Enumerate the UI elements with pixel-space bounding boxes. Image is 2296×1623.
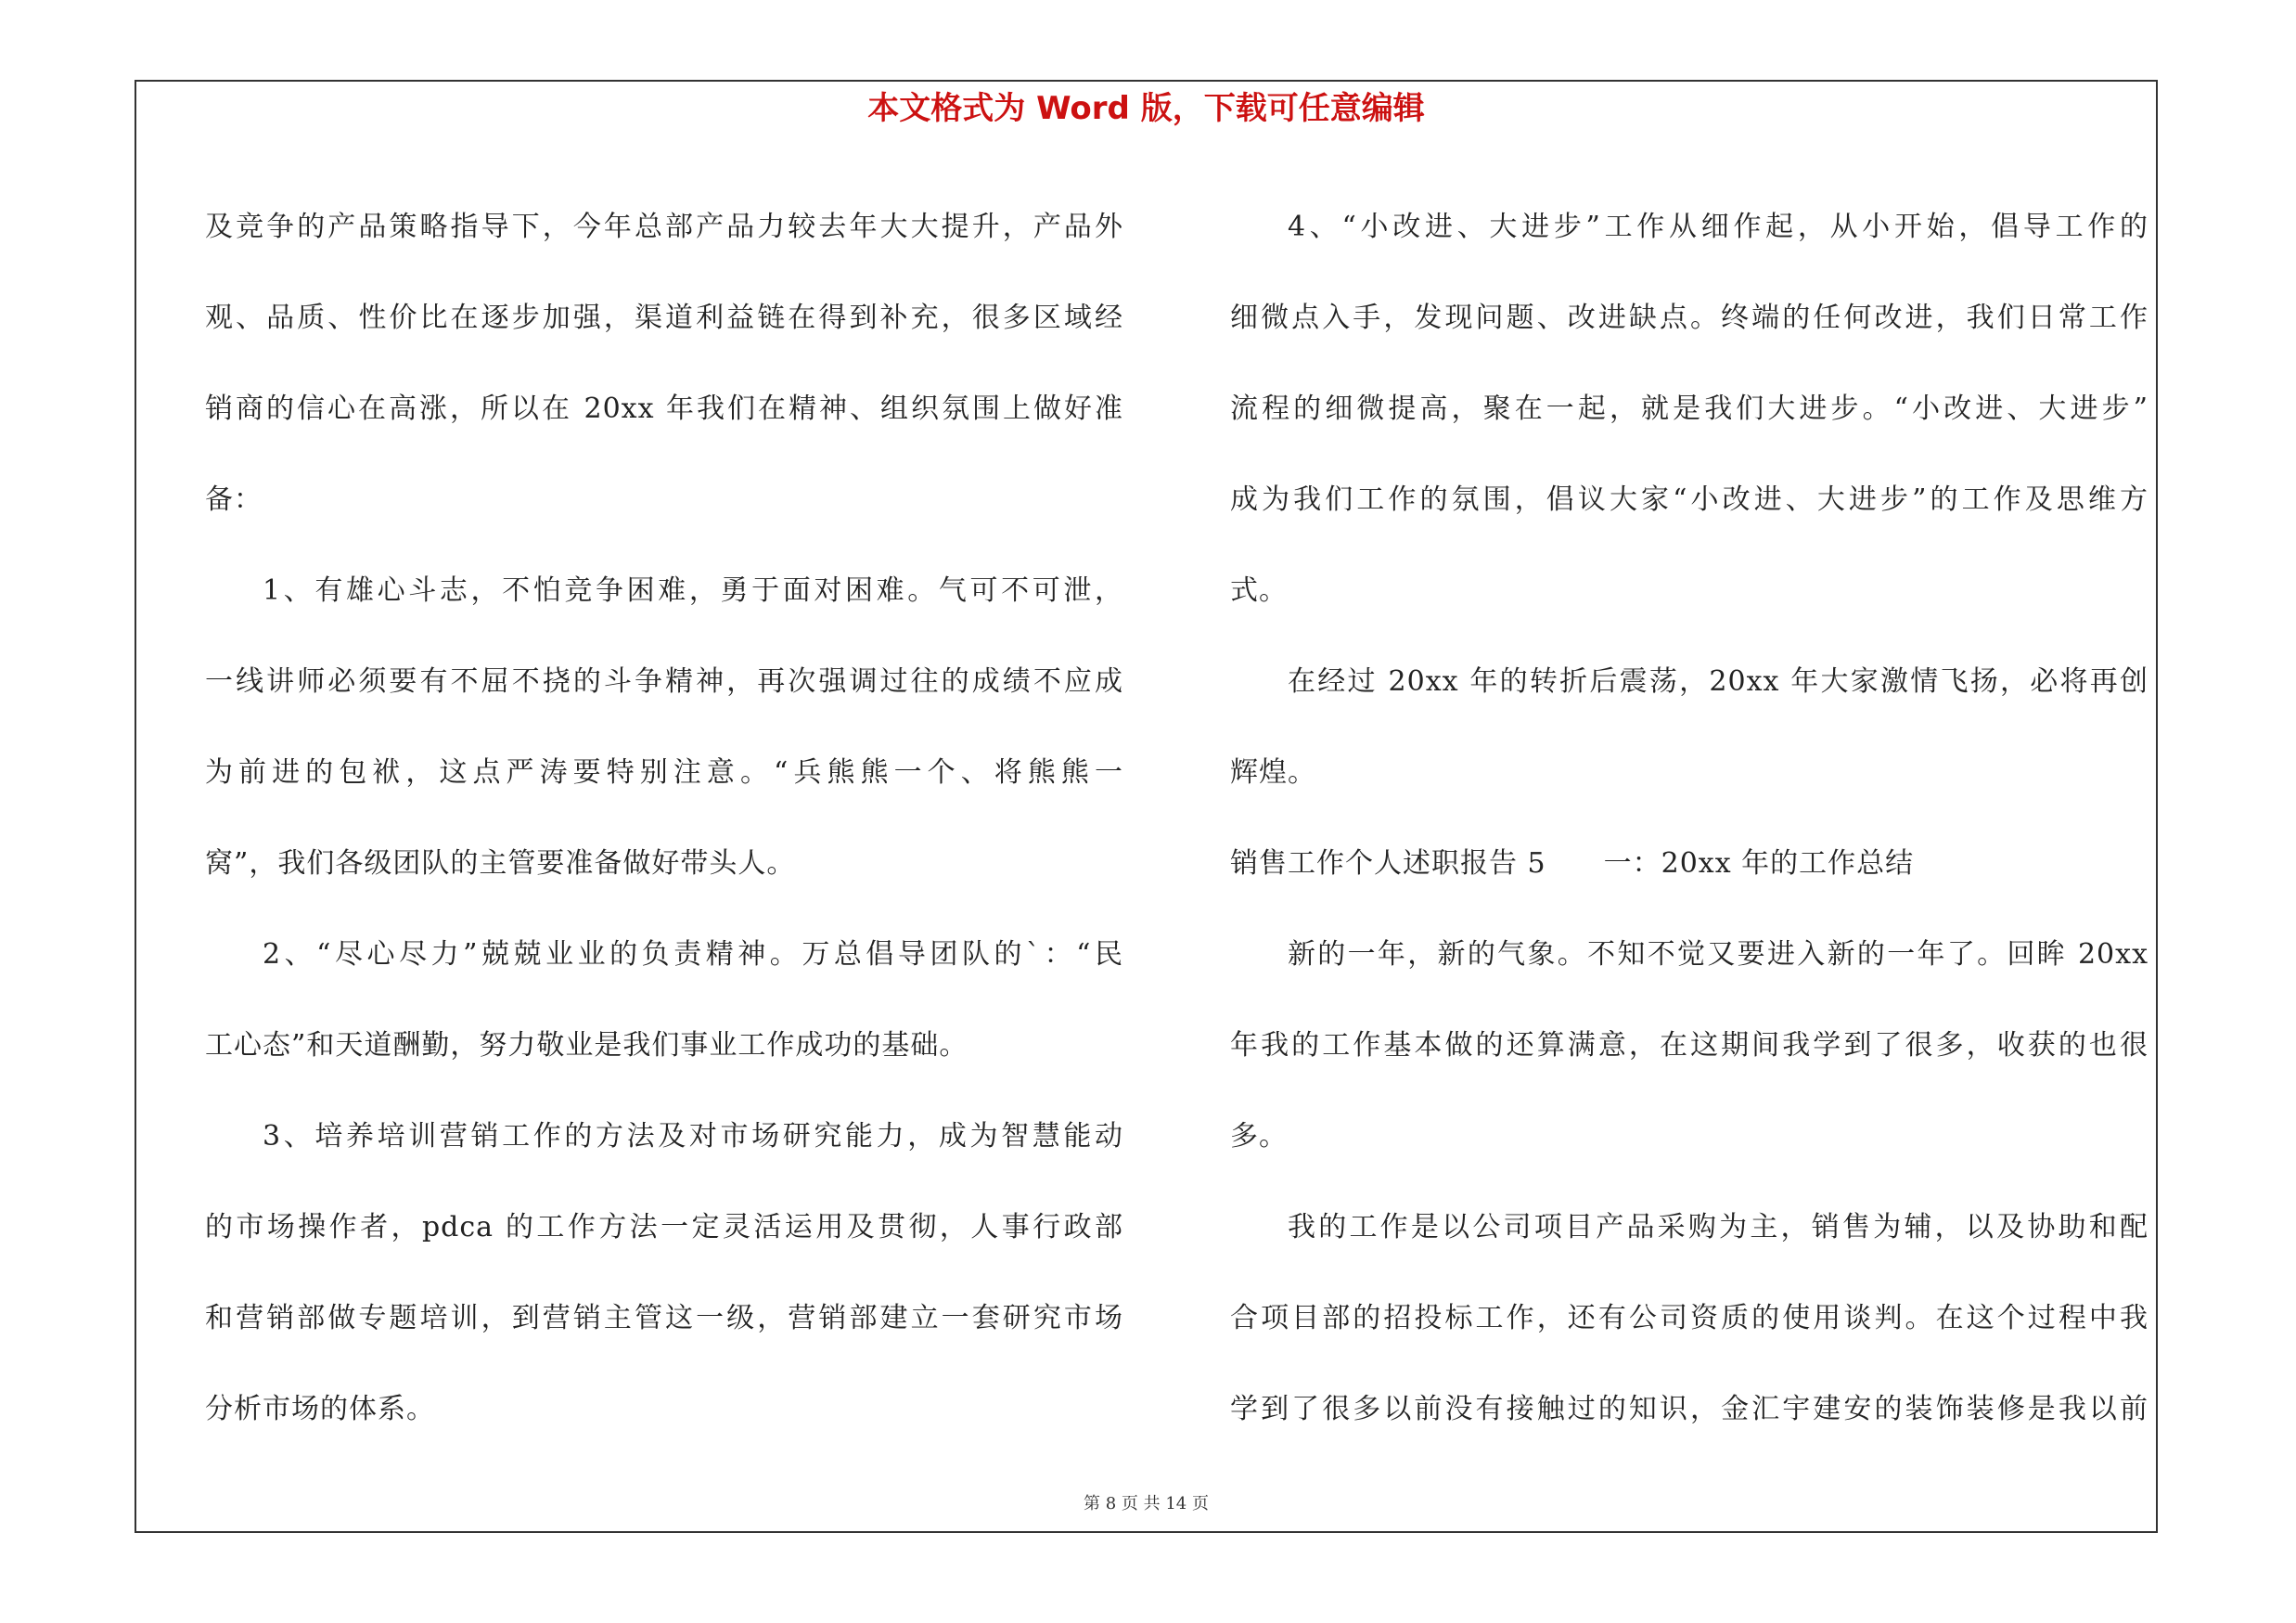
text-line: 工心态”和天道酬勤，努力敬业是我们事业工作成功的基础。 <box>205 1029 968 1062</box>
text-line: 销售工作个人述职报告 5 一：20xx 年的工作总结 <box>1230 847 1915 880</box>
text-line: 备： <box>205 483 263 516</box>
right-column <box>1230 182 2148 1455</box>
text-line: 式。 <box>1230 574 1288 607</box>
format-banner: 本文格式为 Word 版，下载可任意编辑 <box>867 90 1425 127</box>
text-line: 细微点入手，发现问题、改进缺点。终端的任何改进，我们日常工作 <box>1230 302 2148 334</box>
text-line: 为前进的包袱，这点严涛要特别注意。“兵熊熊一个、将熊熊一 <box>205 756 1123 789</box>
text-line: 辉煌。 <box>1230 756 1316 789</box>
text-line: 2、“尽心尽力”兢兢业业的负责精神。万总倡导团队的`：“民 <box>263 938 1123 971</box>
text-line: 3、培养培训营销工作的方法及对市场研究能力，成为智慧能动 <box>263 1120 1123 1153</box>
text-line: 学到了很多以前没有接触过的知识，金汇宇建安的装饰装修是我以前 <box>1230 1393 2148 1425</box>
text-line: 新的一年，新的气象。不知不觉又要进入新的一年了。回眸 20xx <box>1288 938 2148 971</box>
text-line: 成为我们工作的氛围，倡议大家“小改进、大进步”的工作及思维方 <box>1230 483 2148 516</box>
text-line: 流程的细微提高，聚在一起，就是我们大进步。“小改进、大进步” <box>1230 393 2148 425</box>
left-column <box>205 182 1123 1455</box>
text-line: 观、品质、性价比在逐步加强，渠道利益链在得到补充，很多区域经 <box>205 302 1123 334</box>
text-line: 我的工作是以公司项目产品采购为主，销售为辅，以及协助和配 <box>1288 1211 2148 1243</box>
text-line: 多。 <box>1230 1120 1288 1153</box>
text-line: 一线讲师必须要有不屈不挠的斗争精神，再次强调过往的成绩不应成 <box>205 665 1123 698</box>
text-line: 及竞争的产品策略指导下，今年总部产品力较去年大大提升，产品外 <box>205 211 1123 243</box>
text-line: 的市场操作者，pdca 的工作方法一定灵活运用及贯彻，人事行政部 <box>205 1211 1123 1243</box>
text-line: 1、有雄心斗志，不怕竞争困难，勇于面对困难。气可不可泄， <box>263 574 1123 607</box>
text-line: 4、“小改进、大进步”工作从细作起，从小开始，倡导工作的 <box>1288 211 2148 243</box>
text-line: 合项目部的招投标工作，还有公司资质的使用谈判。在这个过程中我 <box>1230 1302 2148 1334</box>
text-line: 年我的工作基本做的还算满意，在这期间我学到了很多，收获的也很 <box>1230 1029 2148 1062</box>
text-line: 分析市场的体系。 <box>205 1393 435 1425</box>
text-line: 和营销部做专题培训，到营销主管这一级，营销部建立一套研究市场 <box>205 1302 1123 1334</box>
text-line: 在经过 20xx 年的转折后震荡，20xx 年大家激情飞扬，必将再创 <box>1288 665 2148 698</box>
page-number-footer: 第 8 页 共 14 页 <box>1084 1494 1209 1514</box>
text-line: 窝”，我们各级团队的主管要准备做好带头人。 <box>205 847 796 880</box>
text-line: 销商的信心在高涨，所以在 20xx 年我们在精神、组织氛围上做好准 <box>205 393 1123 425</box>
